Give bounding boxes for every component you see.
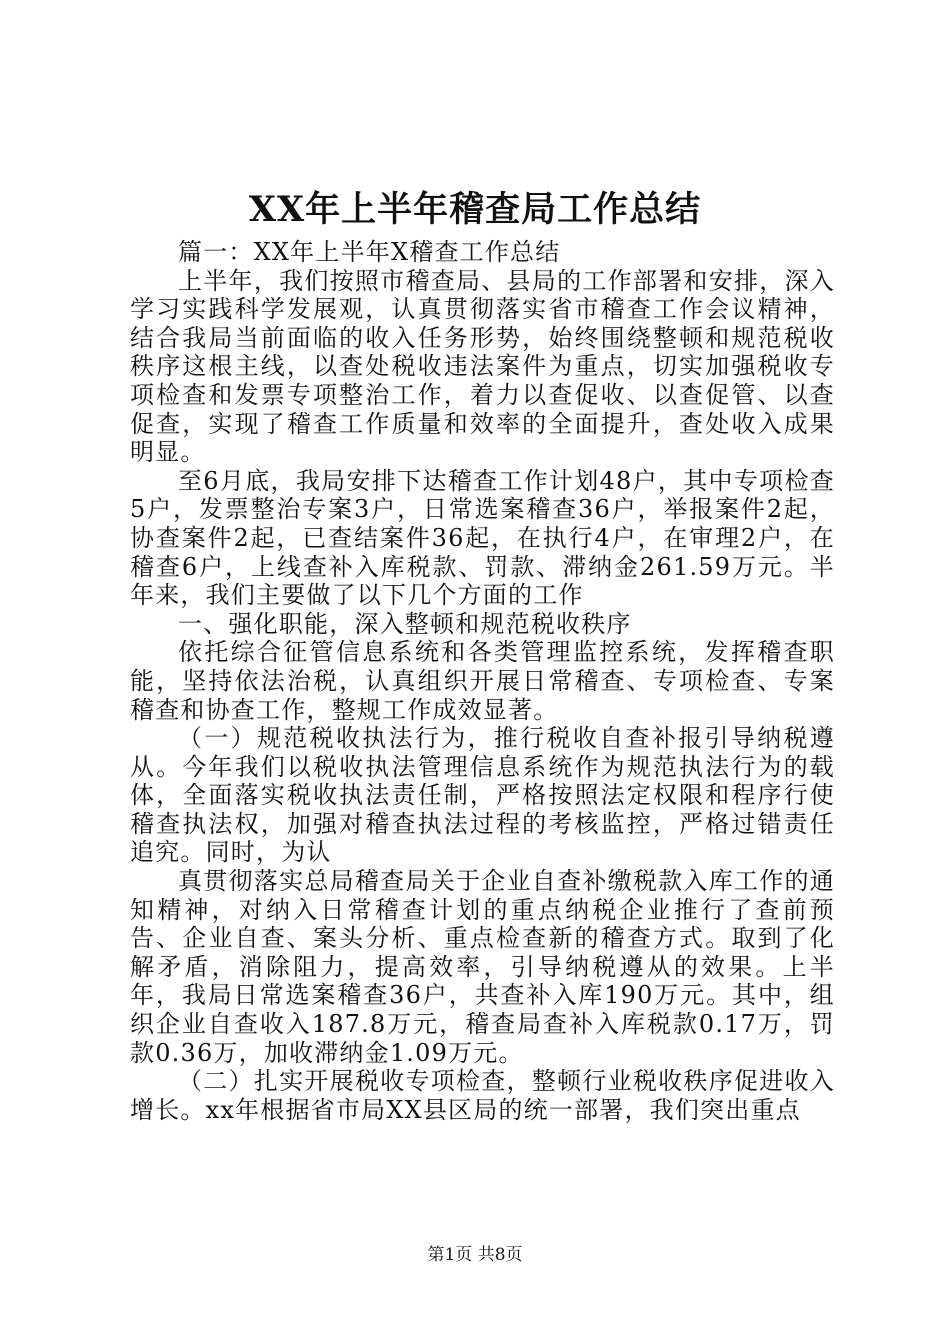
paragraph-section-heading: 篇一：XX年上半年X稽查工作总结 bbox=[178, 238, 561, 266]
paragraph-subheading: 一、强化职能，深入整顿和规范税收秩序 bbox=[178, 609, 632, 638]
paragraph: 至6月底，我局安排下达稽查工作计划48户，其中专项检查5户，发票整治专案3户，日常选案稽查36户，举报案件2起，协查案件2起，已查结案件36起，在执行4户，在审理2户，在稽查6户，上线查补入库税款、罚款、滞纳金261.59万元。半年来，我们主要做了以下几个方面的工作 bbox=[130, 466, 835, 610]
document-body bbox=[130, 238, 835, 1124]
paragraph: 依托综合征管信息系统和各类管理监控系统，发挥稽查职能，坚持依法治税，认真组织开展日常稽查、专项检查、专案稽查和协查工作，整规工作成效显著。 bbox=[130, 638, 835, 724]
paragraph: 上半年，我们按照市稽查局、县局的工作部署和安排，深入学习实践科学发展观，认真贯彻落实省市稽查工作会议精神，结合我局当前面临的收入任务形势，始终围绕整顿和规范税收秩序这根主线，以查处税收违法案件为重点，切实加强税收专项检查和发票专项整治工作，着力以查促收、以查促管、以查促查，实现了稽查工作质量和效率的全面提升，查处收入成果明显。 bbox=[130, 266, 835, 467]
paragraph: （一）规范税收执法行为，推行税收自查补报引导纳税遵从。今年我们以税收执法管理信息系统作为规范执法行为的载体，全面落实税收执法责任制，严格按照法定权限和程序行使稽查执法权，加强对稽查执法过程的考核监控，严格过错责任追究。同时，为认 bbox=[130, 724, 835, 867]
page-number-footer: 第1页 共8页 bbox=[427, 1245, 523, 1265]
paragraph: （二）扎实开展税收专项检查，整顿行业税收秩序促进收入增长。xx年根据省市局XX县区局的统一部署，我们突出重点 bbox=[130, 1067, 835, 1124]
paragraph: 真贯彻落实总局稽查局关于企业自查补缴税款入库工作的通知精神，对纳入日常稽查计划的重点纳税企业推行了查前预告、企业自查、案头分析、重点检查新的稽查方式。取到了化解矛盾，消除阻力，提高效率，引导纳税遵从的效果。上半年，我局日常选案稽查36户，共查补入库190万元。其中，组织企业自查收入187.8万元，稽查局查补入库税款0.17万，罚款0.36万，加收滞纳金1.09万元。 bbox=[130, 867, 835, 1067]
document-title: XX年上半年稽查局工作总结 bbox=[248, 189, 702, 230]
